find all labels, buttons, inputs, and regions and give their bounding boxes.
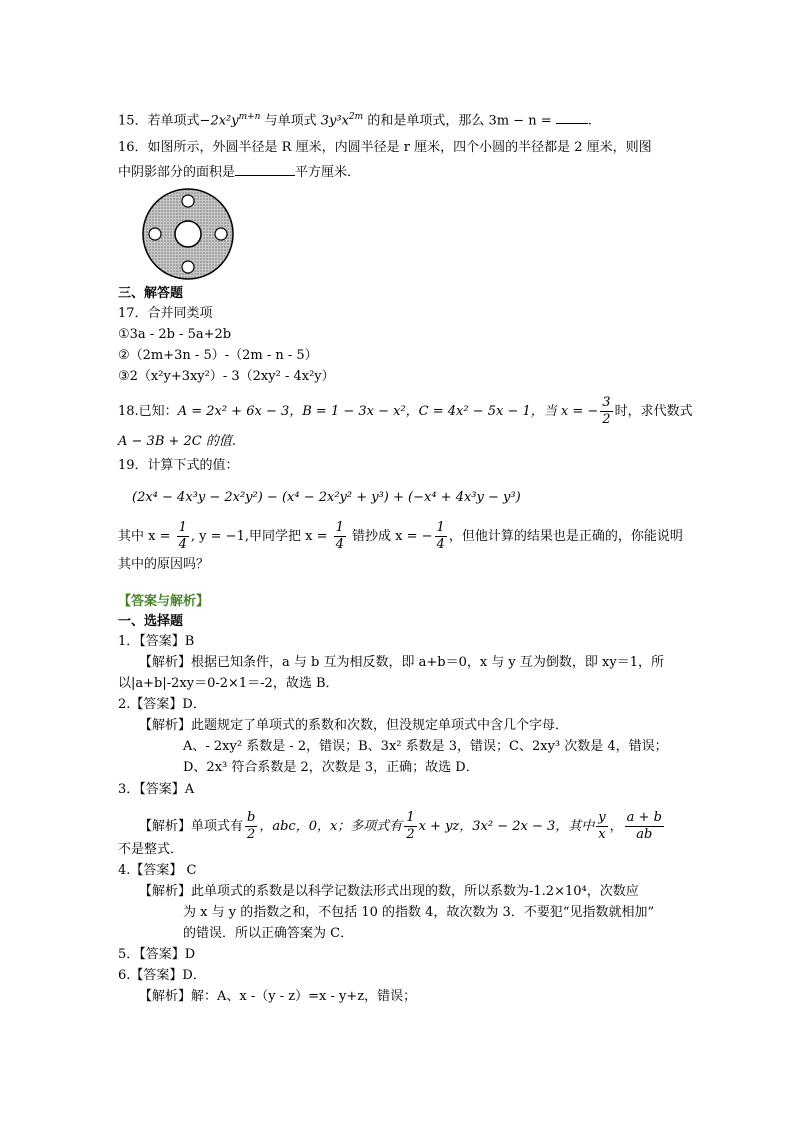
question-17-item1: ①3a - 2b - 5a+2b	[118, 327, 232, 342]
question-18-line2: A − 3B + 2C 的值.	[118, 434, 237, 449]
section-title-3: 三、解答题	[118, 286, 184, 301]
answer-1-explanation-cont: 以|a+b|-2xy＝0-2×1＝-2，故选 B．	[118, 676, 339, 691]
question-18-line1: 18.已知：A = 2x² + 6x − 3，B = 1 − 3x − x²，C = 4x² − 5x − 1，当 x = − $\frac{3}{2}$ 时，求代数式	[118, 395, 693, 427]
question-17-item3: ③2（x²y+3xy²）- 3（2xy² - 4x²y）	[118, 369, 335, 384]
answers-section-1: 一、选择题	[118, 614, 184, 629]
answer-2-explanation-cont2: D、2x³ 符合系数是 2，次数是 3，正确；故选 D．	[183, 760, 479, 775]
question-17-title: 17．合并同类项	[118, 306, 213, 321]
answer-1: 1．【答案】B	[118, 634, 195, 649]
answer-5: 5．【答案】D	[118, 947, 196, 962]
answer-6-explanation: 【解析】解：A、x -（y - z）=x - y+z，错误；	[139, 989, 417, 1004]
ring-figure	[140, 186, 236, 286]
answer-4: 4.【答案】 C	[118, 863, 197, 878]
small-circle-left	[149, 228, 161, 240]
answer-3-explanation: 【解析】单项式有 $\frac{b}{2}$ ，abc，0，x；多项式有 $\frac{1}{2}$ x + yz，3x² − 2x − 3，其中 $\frac{y}{x}$ ， $\frac{a + b}{ab}$	[139, 810, 662, 842]
question-19-title: 19．计算下式的值：	[118, 458, 239, 473]
fraction: $\frac{1}{4}$	[436, 520, 445, 552]
answers-header: 【答案与解析】	[118, 594, 210, 609]
fraction: $\frac{1}{4}$	[178, 520, 187, 552]
answer-2: 2.【答案】D．	[118, 697, 206, 712]
question-15: 15．若单项式$-2x^2y^{m+n}$ 与单项式 $3y^3x^{2m}$ 的和是单项式，那么 3m − n = .	[118, 107, 592, 131]
answer-blank[interactable]	[556, 109, 588, 124]
question-16-line1: 16．如图所示，外圆半径是 R 厘米，内圆半径是 r 厘米，四个小圆的半径都是 2 厘米，则图	[118, 140, 652, 155]
small-circle-top	[182, 195, 194, 207]
question-19-line2: 其中的原因吗？	[118, 557, 210, 572]
small-circle-bottom	[182, 261, 194, 273]
answer-2-explanation: 【解析】此题规定了单项式的系数和次数，但没规定单项式中含几个字母．	[139, 718, 569, 733]
inner-circle	[175, 221, 201, 247]
answer-4-explanation-cont2: 的错误．所以正确答案为 C．	[183, 926, 354, 941]
answer-3: 3．【答案】A	[118, 782, 195, 797]
answer-4-explanation-cont: 为 x 与 y 的指数之和，不包括 10 的指数 4，故次数为 3．不要犯“见指数就相加”	[183, 905, 655, 920]
question-17-item2: ②（2m+3n - 5）-（2m - n - 5）	[118, 348, 318, 363]
small-circle-right	[215, 228, 227, 240]
answer-2-explanation-cont: A、- 2xy² 系数是 - 2，错误；B、3x² 系数是 3，错误；C、2xy³ 次数是 4，错误；	[183, 739, 668, 754]
answer-blank[interactable]	[235, 161, 295, 176]
fraction: $\frac{a + b}{ab}$	[626, 810, 662, 842]
answer-1-explanation: 【解析】根据已知条件，a 与 b 互为相反数，即 a+b＝0，x 与 y 互为倒数，即 xy＝1，所	[139, 655, 664, 670]
fraction: $\frac{1}{4}$	[335, 520, 344, 552]
question-19-line1: 其中 x = $\frac{1}{4}$ , y = −1,甲同学把 x = $\frac{1}{4}$ 错抄成 x = − $\frac{1}{4}$ ，但他计算的结果也是正确的，你能说明	[118, 520, 683, 552]
fraction: $\frac{y}{x}$	[598, 810, 606, 842]
question-16-line2: 中阴影部分的面积是 平方厘米．	[118, 161, 360, 183]
answer-3-explanation-cont: 不是整式．	[118, 842, 184, 857]
answer-6: 6.【答案】D．	[118, 968, 206, 983]
answer-4-explanation: 【解析】此单项式的系数是以科学记数法形式出现的数，所以系数为-1.2×10⁴，次数应	[139, 884, 639, 899]
fraction: $\frac{1}{2}$	[406, 810, 415, 842]
ring-diagram	[140, 186, 236, 282]
fraction: $\frac{b}{2}$	[247, 810, 256, 842]
question-19-expression: (2x⁴ − 4x³y − 2x²y²) − (x⁴ − 2x²y² + y³) + (−x⁴ + 4x³y − y³)	[132, 490, 521, 505]
fraction: $\frac{3}{2}$	[602, 395, 611, 427]
